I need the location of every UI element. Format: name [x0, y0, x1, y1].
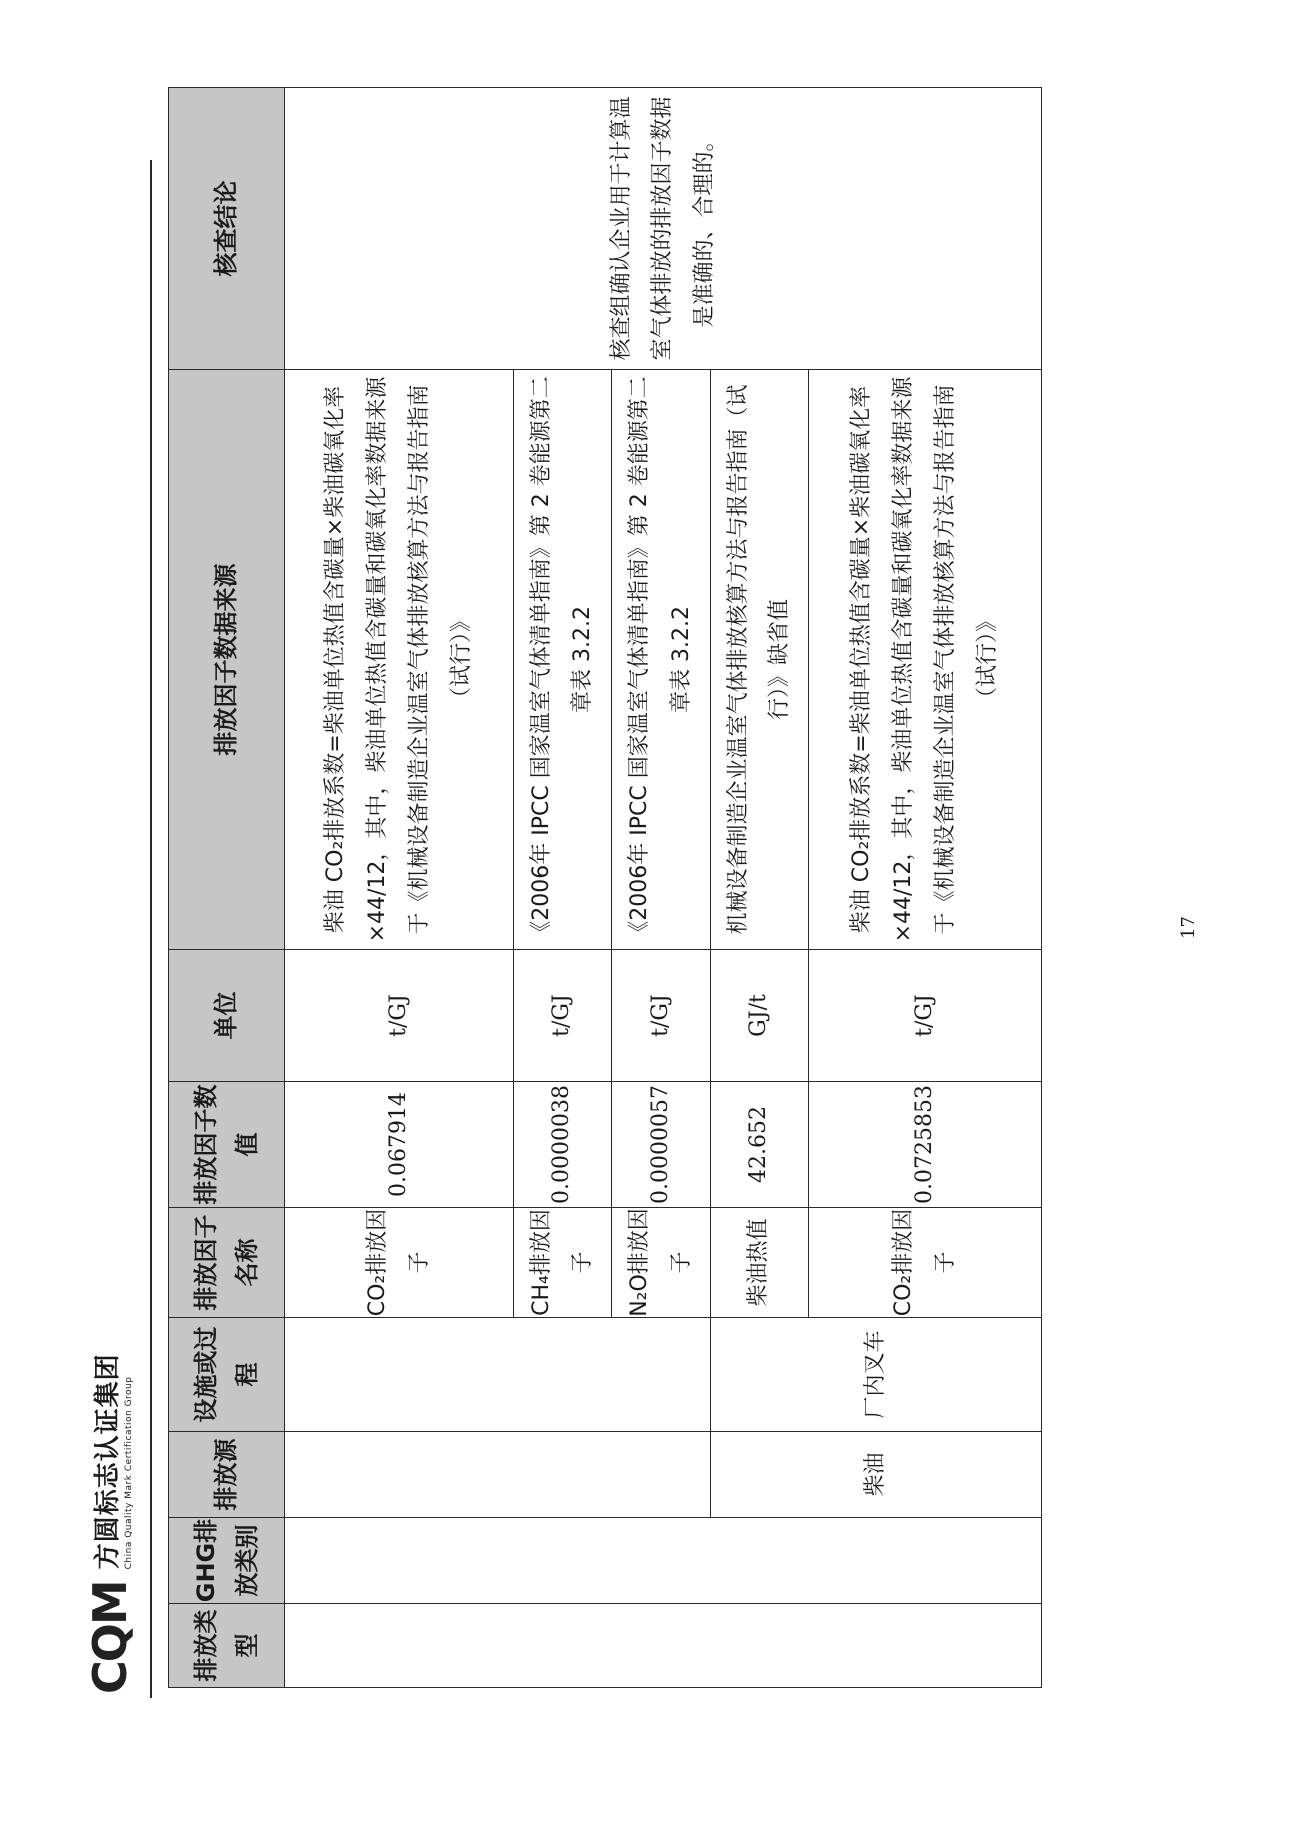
cell-data-source: 机械设备制造企业温室气体排放核算方法与报告指南（试行）》缺省值 [710, 370, 808, 950]
logo-chinese-name: 方圆标志认证集团 [92, 1353, 123, 1570]
cell-factor-name: 柴油热值 [710, 1208, 808, 1318]
header-facility: 设施或过程 [169, 1318, 285, 1432]
cell-facility-blank [285, 1318, 710, 1432]
cell-unit: t/GJ [285, 950, 513, 1082]
cell-unit: GJ/t [710, 950, 808, 1082]
cell-ghg-category [285, 1518, 1042, 1604]
cell-emission-type [285, 1604, 1042, 1688]
header-factor-value: 排放因子数值 [169, 1082, 285, 1208]
header-ghg-category: GHG排放类别 [169, 1518, 285, 1604]
cell-factor-name: N₂O排放因子 [612, 1208, 710, 1318]
page-number: 17 [1178, 916, 1199, 939]
cell-data-source: 《2006年 IPCC 国家温室气体清单指南》第 2 卷能源第二章表 3.2.2 [513, 370, 611, 950]
header-emission-type: 排放类型 [169, 1604, 285, 1688]
cell-factor-name: CO₂排放因子 [285, 1208, 513, 1318]
cell-conclusion: 核查组确认企业用于计算温室气体排放的排放因子数据是准确的、合理的。 [285, 88, 1042, 370]
company-logo [80, 1353, 140, 1694]
table-row [285, 88, 513, 1688]
cell-data-source: 柴油 CO₂排放系数=柴油单位热值含碳量×柴油碳氧化率×44/12，其中，柴油单位热值含碳量和碳氧化率数据来源于《机械设备制造企业温室气体排放核算方法与报告指南（试行）》 [285, 370, 513, 950]
cell-factor-value: 0.0000057 [612, 1082, 710, 1208]
cell-factor-value: 0.0725853 [809, 1082, 1042, 1208]
cell-factor-value: 0.067914 [285, 1082, 513, 1208]
cell-data-source: 《2006年 IPCC 国家温室气体清单指南》第 2 卷能源第二章表 3.2.2 [612, 370, 710, 950]
cell-unit: t/GJ [809, 950, 1042, 1082]
header-emission-source: 排放源 [169, 1432, 285, 1518]
cell-unit: t/GJ [612, 950, 710, 1082]
cell-data-source: 柴油 CO₂排放系数=柴油单位热值含碳量×柴油碳氧化率×44/12，其中，柴油单位热值含碳量和碳氧化率数据来源于《机械设备制造企业温室气体排放核算方法与报告指南（试行）》 [809, 370, 1042, 950]
cell-emission-source-blank [285, 1432, 710, 1518]
cell-unit: t/GJ [513, 950, 611, 1082]
emission-factor-table [168, 87, 1042, 1688]
header-rule [150, 160, 152, 1698]
header-factor-name: 排放因子名称 [169, 1208, 285, 1318]
header-data-source: 排放因子数据来源 [169, 370, 285, 950]
cell-factor-name: CH₄排放因子 [513, 1208, 611, 1318]
header-unit: 单位 [169, 950, 285, 1082]
logo-mark: CQM [83, 1581, 137, 1694]
cell-factor-name: CO₂排放因子 [809, 1208, 1042, 1318]
header-conclusion: 核查结论 [169, 88, 285, 370]
cell-factor-value: 0.0000038 [513, 1082, 611, 1208]
logo-english-name: China Quality Mark Certification Group [123, 1376, 134, 1570]
cell-factor-value: 42.652 [710, 1082, 808, 1208]
cell-facility: 厂内叉车 [710, 1318, 1041, 1432]
cell-emission-source: 柴油 [710, 1432, 1041, 1518]
